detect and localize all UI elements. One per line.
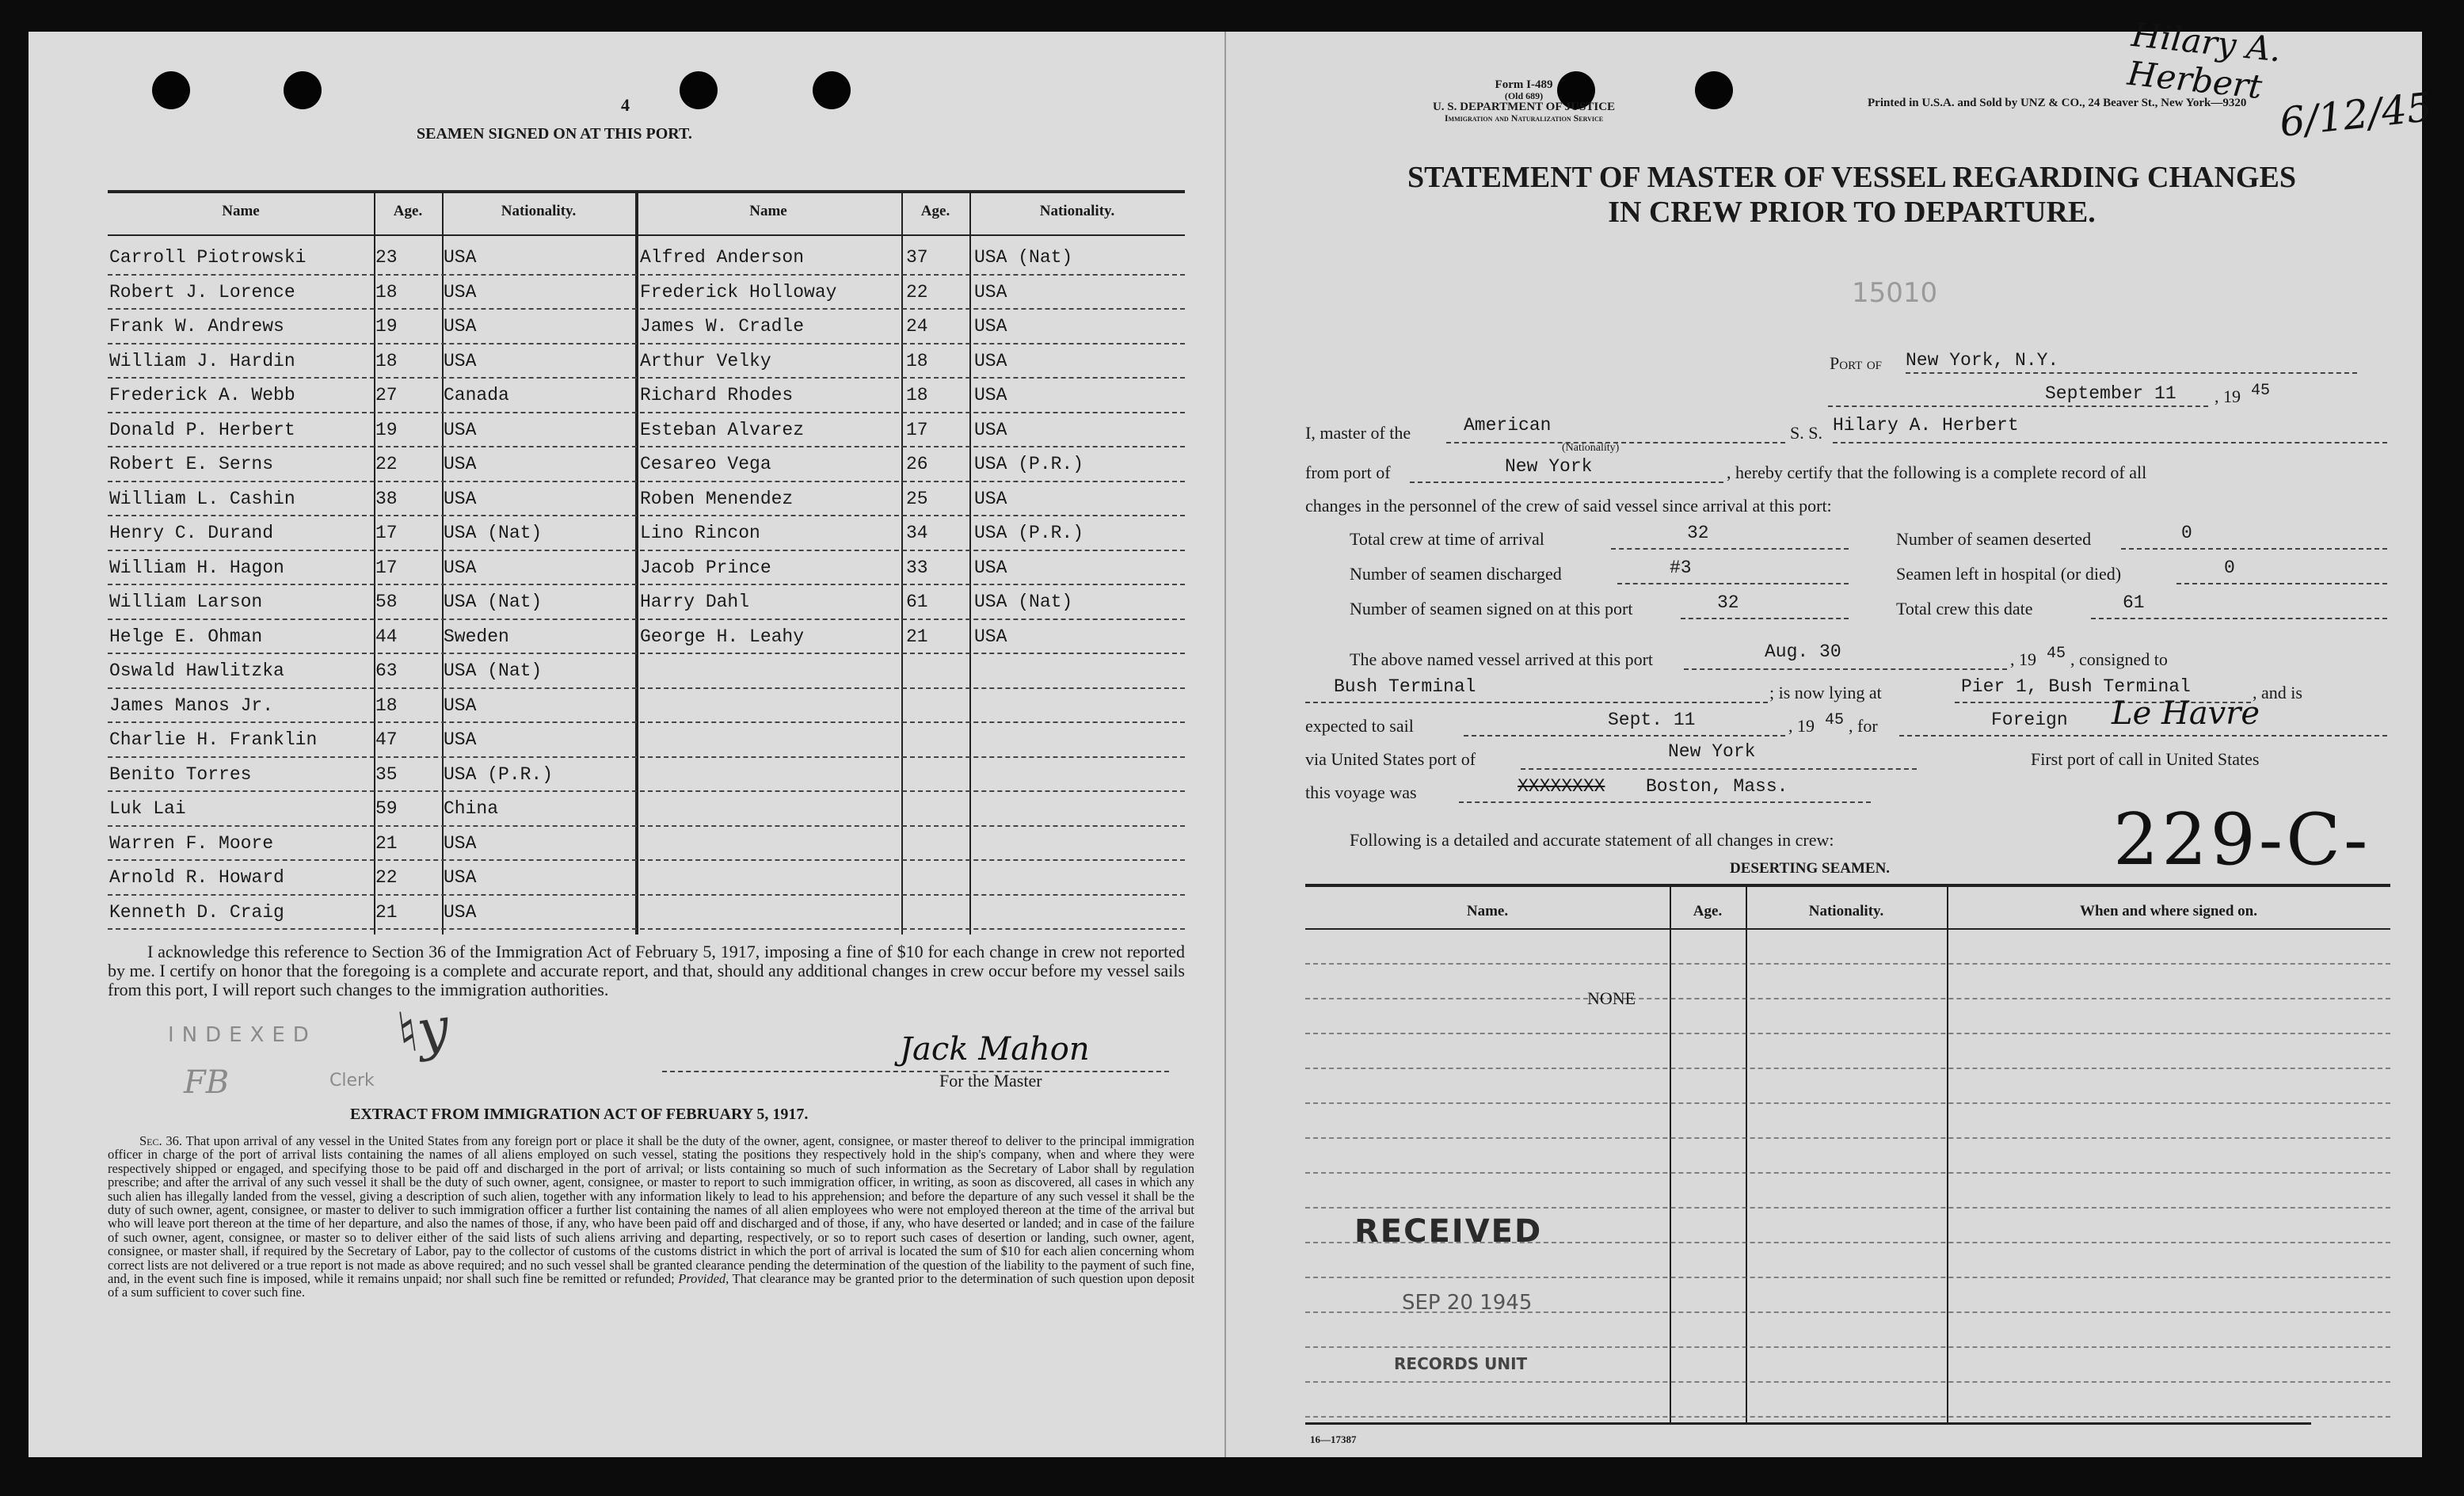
sail-date-value: Sept. 11	[1608, 710, 1696, 730]
crew-name: William L. Cashin	[109, 488, 295, 509]
crew-name: Frank W. Andrews	[109, 316, 284, 337]
footer-code: 16—17387	[1310, 1433, 1357, 1445]
punch-hole	[680, 71, 718, 109]
crew-name: William Larson	[109, 592, 263, 612]
voyage-label: this voyage was	[1305, 782, 1417, 802]
deserting-title: DESERTING SEAMEN.	[1730, 860, 1891, 877]
crew-nationality: USA (P.R.)	[974, 523, 1084, 543]
handwritten-destination: Le Havre	[2112, 695, 2260, 732]
crew-age: 33	[906, 557, 928, 578]
via-port-value: New York	[1668, 741, 1756, 762]
punch-hole	[284, 71, 322, 109]
crew-age: 18	[375, 350, 398, 371]
header-age: Age.	[393, 203, 423, 219]
crew-rows	[108, 242, 1185, 923]
sail-year: 45	[1825, 711, 1845, 729]
crew-nationality: USA	[444, 316, 477, 337]
indexed-stamp: INDEXED	[168, 1023, 317, 1047]
crew-name: Alfred Anderson	[640, 247, 805, 268]
form-header: Form I-489 (Old 689) U. S. DEPARTMENT OF JUSTICE Immigration and Naturalization Service	[1432, 78, 1616, 124]
date-value: September 11	[2045, 383, 2176, 404]
table-row	[108, 622, 1185, 657]
crew-name: James Manos Jr.	[109, 695, 274, 716]
crew-age: 19	[375, 316, 398, 337]
records-unit-stamp: RECORDS UNIT	[1394, 1354, 1528, 1373]
crew-age: 21	[375, 832, 398, 854]
crew-age: 44	[375, 626, 398, 647]
crew-nationality: USA	[444, 247, 477, 268]
total-date-label: Total crew this date	[1896, 599, 2033, 619]
arrived-year: 45	[2047, 645, 2066, 663]
clerk-label: Clerk	[329, 1071, 375, 1091]
from-port-value: New York	[1505, 456, 1593, 477]
crew-name: Esteban Alvarez	[640, 419, 805, 440]
arrived-label: The above named vessel arrived at this port	[1350, 649, 1654, 669]
following-text: Following is a detailed and accurate statement of all changes in crew:	[1350, 830, 1834, 850]
punch-hole	[1695, 71, 1733, 109]
crew-age: 61	[906, 592, 928, 612]
page-title: SEAMEN SIGNED ON AT THIS PORT.	[417, 125, 692, 143]
crew-age: 18	[375, 695, 398, 716]
crew-age: 22	[906, 281, 928, 303]
crew-name: Harry Dahl	[640, 592, 750, 612]
lying-label: ; is now lying at	[1769, 683, 1882, 702]
crew-nationality: USA (P.R.)	[444, 763, 554, 785]
lying-value: Pier 1, Bush Terminal	[1961, 676, 2191, 697]
consignee-value: Bush Terminal	[1334, 676, 1476, 697]
crew-nationality: USA	[974, 281, 1007, 303]
crew-age: 23	[375, 247, 398, 268]
table-row	[108, 518, 1185, 553]
crew-name: Kenneth D. Craig	[109, 901, 284, 923]
crew-nationality: USA	[974, 557, 1007, 578]
crew-nationality: USA (Nat)	[444, 660, 543, 681]
crew-name: Roben Menendez	[640, 488, 794, 509]
crew-name: Charlie H. Franklin	[109, 729, 318, 750]
from-label: from port of	[1305, 463, 1391, 482]
discharged-label: Number of seamen discharged	[1350, 564, 1562, 584]
received-stamp: RECEIVED	[1354, 1213, 1543, 1250]
crew-name: Frederick Holloway	[640, 281, 837, 303]
header-when-where: When and where signed on.	[2079, 903, 2257, 919]
received-date-stamp: SEP 20 1945	[1402, 1291, 1533, 1315]
table-row	[108, 587, 1185, 622]
discharged-value: #3	[1670, 558, 1692, 578]
header-name: Name.	[1466, 903, 1509, 919]
crew-nationality: USA	[444, 695, 477, 716]
crew-nationality: China	[444, 798, 499, 819]
handwritten-date: 6/12/45	[2277, 84, 2435, 146]
file-number: 15010	[1852, 277, 1938, 309]
crew-nationality: USA	[444, 901, 477, 923]
crew-nationality: USA	[444, 350, 477, 371]
crew-age: 27	[375, 385, 398, 405]
crew-age: 63	[375, 660, 398, 681]
expected-label: expected to sail	[1305, 716, 1414, 736]
crew-nationality: USA	[974, 488, 1007, 509]
table-row	[108, 553, 1185, 588]
crew-name: Arnold R. Howard	[109, 867, 284, 888]
table-row	[108, 449, 1185, 484]
deserting-table	[1305, 884, 2390, 1426]
crew-age: 22	[375, 454, 398, 474]
voyage-value: Boston, Mass.	[1646, 776, 1788, 797]
certify-text: , hereby certify that the following is a complete record of all	[1727, 463, 2147, 482]
table-row	[108, 415, 1185, 450]
for-the-master-label: For the Master	[939, 1071, 1042, 1091]
header-name: Name	[749, 203, 787, 219]
table-row	[108, 242, 1185, 277]
crew-name: Donald P. Herbert	[109, 419, 295, 440]
crew-age: 38	[375, 488, 398, 509]
total-arrival-label: Total crew at time of arrival	[1350, 529, 1544, 549]
table-row	[108, 691, 1185, 725]
master-label: I, master of the	[1305, 423, 1411, 443]
header-nationality: Nationality.	[1808, 903, 1884, 919]
via-label: via United States port of	[1305, 749, 1476, 769]
crew-name: William J. Hardin	[109, 350, 295, 371]
table-row	[108, 484, 1185, 519]
master-signature: Jack Mahon	[900, 1031, 1090, 1068]
table-row	[108, 346, 1185, 381]
crew-nationality: USA	[974, 350, 1007, 371]
table-row	[108, 794, 1185, 828]
crew-name: Benito Torres	[109, 763, 252, 785]
crew-name: James W. Cradle	[640, 316, 805, 337]
crew-nationality: USA	[444, 729, 477, 750]
section-36-text: Sec. 36. That upon arrival of any vessel in the United States from any foreign port or place it shall be the duty of the owner, agent, consignee, or master thereof to deliver to the principal immigration officer in charge of the port of arrival lists containing the names of all aliens employed on such vessel, stating the positions they respectively hold in the ship's company, when and where they were respectively shipped or engaged, and specifying those to be paid off and discharged in the port of arrival; or lists containing so much of such information as the Secretary of Labor shall by regulation prescribe; and after the arrival of any such vessel it shall be the duty of such owner, agent, consignee, or master to report to such immigration officer, in writing, as soon as discovered, all cases in which any such alien has illegally landed from the vessel, giving a description of such alien, together with any information likely to lead to his apprehension; and before the departure of any such vessel it shall be the duty of such owner, agent, consignee, or master to deliver to such immigration officer a further list containing the names of all alien employees who were not employed thereon at the time of the arrival but who will leave port thereon at the time of her departure, and also the names of those, if any, who have been paid off and discharged and of those, if any, who have deserted or landed; and in case of the failure of such owner, agent, consignee, or master so to deliver either of the said lists of such aliens arriving and departing, respectively, or so to report such cases of desertion or landing, such owner, agent, consignee, or master shall, if required by the Secretary of Labor, pay to the collector of customs of the customs district in which the port of arrival is located the sum of $10 for each alien concerning whom correct lists are not delivered or a true report is not made as above required; and no such vessel shall be granted clearance pending the determination of the question of the liability to the payment of such fine, and, in the event such fine is imposed, while it remains unpaid; nor shall such fine be remitted or refunded; Provided, That clearance may be granted prior to the determination of such question upon deposit of a sum sufficient to cover such fine.	[108, 1133, 1195, 1300]
crew-nationality: USA	[444, 867, 477, 888]
crew-age: 58	[375, 592, 398, 612]
header-name: Name	[222, 203, 260, 219]
hospital-label: Seamen left in hospital (or died)	[1896, 564, 2122, 584]
crew-name: Carroll Piotrowski	[109, 247, 307, 268]
table-row	[108, 862, 1185, 897]
table-row	[108, 759, 1185, 794]
crew-age: 19	[375, 419, 398, 440]
table-row	[108, 725, 1185, 759]
arrived-value: Aug. 30	[1765, 641, 1841, 662]
and-is-label: , and is	[2253, 683, 2302, 702]
crew-nationality: USA	[444, 557, 477, 578]
crew-name: Henry C. Durand	[109, 523, 274, 543]
punch-hole	[152, 71, 190, 109]
crew-name: George H. Leahy	[640, 626, 805, 647]
crew-age: 25	[906, 488, 928, 509]
port-value: New York, N.Y.	[1906, 350, 2059, 371]
header-age: Age.	[920, 203, 950, 219]
nationality-label: (Nationality)	[1562, 442, 1620, 454]
crew-age: 18	[375, 281, 398, 303]
table-row	[108, 380, 1185, 415]
header-age: Age.	[1693, 903, 1723, 919]
crew-name: Oswald Hawlitzka	[109, 660, 284, 681]
crew-nationality: USA (Nat)	[444, 523, 543, 543]
crew-age: 35	[375, 763, 398, 785]
crew-age: 18	[906, 385, 928, 405]
crew-name: Lino Rincon	[640, 523, 760, 543]
total-arrival-value: 32	[1687, 523, 1709, 543]
table-row	[108, 828, 1185, 863]
ship-name: Hilary A. Herbert	[1833, 415, 2019, 436]
crew-name: Robert J. Lorence	[109, 281, 295, 303]
form-title: STATEMENT OF MASTER OF VESSEL REGARDING CHANGES IN CREW PRIOR TO DEPARTURE.	[1407, 161, 2296, 229]
crew-name: Cesareo Vega	[640, 454, 771, 474]
crew-age: 17	[375, 523, 398, 543]
crew-age: 37	[906, 247, 928, 268]
crew-nationality: USA	[974, 419, 1007, 440]
crew-nationality: USA	[444, 832, 477, 854]
punch-hole	[813, 71, 851, 109]
crew-name: Jacob Prince	[640, 557, 771, 578]
voyage-struck-value: XXXXXXXX	[1518, 776, 1605, 797]
crew-name: Helge E. Ohman	[109, 626, 263, 647]
total-date-value: 61	[2123, 592, 2145, 613]
nationality-value: American	[1464, 415, 1552, 436]
page-number: 4	[621, 95, 630, 115]
ss-label: S. S.	[1790, 423, 1822, 443]
crew-age: 26	[906, 454, 928, 474]
crew-nationality: USA	[444, 488, 477, 509]
table-row	[108, 897, 1185, 932]
crew-name: William H. Hagon	[109, 557, 284, 578]
acknowledgement-text: I acknowledge this reference to Section 36 of the Immigration Act of February 5, 1917, imposing a fine of $10 for each change in crew not reported by me. I certify on honor that the foregoing is a complete and accurate report, and that, should any additional changes in crew occur before my vessel sails from this port, I will report such changes to the immigration authorities.	[108, 942, 1185, 999]
header-nationality: Nationality.	[1039, 203, 1115, 219]
crew-age: 47	[375, 729, 398, 750]
left-page: 4 SEAMEN SIGNED ON AT THIS PORT. Name Age. Nationality. Name Age. Nationality. Carroll Piotrowski 23 USA Robert J. Lorence 18 USA Frank W. Andrews 19 USA William J. Hardin 18 USA Frederick A. Webb 27 Canada Donald P. Herbert 19 USA Robert E. Serns 22 USA William L. Cashin 38 USA Henry C. Durand 17 USA (Nat) William H. Hagon 17 USA William Larson 58 USA (Nat) Helge E. Ohman 44 Sweden Oswald Hawlitzka 63 USA (Nat) James Manos Jr. 18 USA Charlie H. Franklin 47 USA Benito Torres 35 USA (P.R.) Luk Lai 59 China Warren F. Moore 21 USA Arnold R. Howard 22 USA Kenneth D. Craig 21 USA Alfred Anderson 37 USA (Nat) Frederick Holloway 22 USA James W. Cradle 24 USA Arthur Velky 18 USA Richard Rhodes 18 USA Esteban Alvarez 17 USA Cesareo Vega 26 USA (P.R.) Roben Menendez 25 USA Lino Rincon 34 USA (P.R.) Jacob Prince 33 USA Harry Dahl 61 USA (Nat) George H. Leahy 21 USA I acknowledge this reference to Section 36 of the Immigration Act of February 5, 1917, imposing a fine of $10 for each change in crew not reported by me. I certify on honor that the foregoing is a complete and accurate report, and that, should any additional changes in crew occur before my vessel sails from this port, I will report such changes to the immigration authorities. INDEXED FB Clerk ♮y Jack Mahon For the Master EXTRACT FROM IMMIGRATION ACT OF FEBRUARY 5, 1917. Sec. 36. That upon arrival of any vessel in the United States from any foreign port or place it shall be the duty of the owner, agent, consignee, or master thereof to deliver to the principal immigration officer in charge of the port of arrival lists containing the names of all aliens employed on such vessel, stating the positions they respectively hold in the ship's company, when and where they were respectively shipped or engaged, and specifying those to be paid off and discharged in the port of arrival; or lists containing so much of such information as the Secretary of Labor shall by regulation prescribe; and after the arrival of any such vessel it shall be the duty of such owner, agent, consignee, or master to report to such immigration officer, in writing, as soon as discovered, all cases in which any such alien has illegally landed from the vessel, giving a description of such alien, together with any information likely to lead to his apprehension; and before the departure of any such vessel it shall be the duty of such owner, agent, consignee, or master to deliver to such immigration officer a further list containing the names of all alien employees who were not employed thereon at the time of the arrival but who will leave port thereon at the time of her departure, and also the names of those, if any, who have been paid off and discharged and of those, if any, who have deserted or landed; and in case of the failure of such owner, agent, consignee, or master so to deliver either of the said lists of such aliens arriving and departing, respectively, or so to report such cases of desertion or landing, such owner, agent, consignee, or master shall, if required by the Secretary of Labor, pay to the collector of customs of the customs district in which the port of arrival is located the sum of $10 for each alien concerning whom correct lists are not delivered or a true report is not made as above required; and no such vessel shall be granted clearance pending the determination of the question of the liability to the payment of such fine, and, in the event such fine is imposed, while it remains unpaid; nor shall such fine be remitted or refunded; Provided, That clearance may be granted prior to the determination of such question upon deposit of a sum sufficient to cover such fine.	[29, 32, 1224, 1457]
crew-nationality: USA	[444, 419, 477, 440]
crew-nationality: USA (Nat)	[974, 592, 1073, 612]
signed-label: Number of seamen signed on at this port	[1350, 599, 1633, 619]
table-row	[108, 656, 1185, 691]
crew-name: Arthur Velky	[640, 350, 771, 371]
crew-nationality: USA	[974, 316, 1007, 337]
year-value: 45	[2251, 382, 2271, 400]
header-nationality: Nationality.	[501, 203, 577, 219]
crew-age: 59	[375, 798, 398, 819]
deserted-label: Number of seamen deserted	[1896, 529, 2092, 549]
port-label: Port of	[1830, 353, 1883, 373]
crew-nationality: USA (Nat)	[974, 247, 1073, 268]
crew-nationality: USA	[974, 626, 1007, 647]
deserted-value: 0	[2181, 523, 2192, 543]
crew-age: 18	[906, 350, 928, 371]
crew-name: Robert E. Serns	[109, 454, 274, 474]
crew-nationality: USA	[444, 454, 477, 474]
crew-name: Warren F. Moore	[109, 832, 274, 854]
crew-age: 21	[375, 901, 398, 923]
crew-nationality: USA	[444, 281, 477, 303]
crew-nationality: USA	[974, 385, 1007, 405]
crew-nationality: Sweden	[444, 626, 509, 647]
first-port-label: First port of call in United States	[2031, 749, 2260, 769]
extract-title: EXTRACT FROM IMMIGRATION ACT OF FEBRUARY 5, 1917.	[350, 1106, 809, 1123]
crew-age: 17	[906, 419, 928, 440]
printed-note: Printed in U.S.A. and Sold by UNZ & CO., 24 Beaver St., New York—9320	[1868, 97, 2247, 109]
right-page: Form I-489 (Old 689) U. S. DEPARTMENT OF JUSTICE Immigration and Naturalization Service Printed in U.S.A. and Sold by UNZ & CO., 24 Beaver St., New York—9320 Hilary A. Herbert 6/12/45 STATEMENT OF MASTER OF VESSEL REGARDING CHANGES IN CREW PRIOR TO DEPARTURE. 15010 Port of New York, N.Y. September 11 , 19 45 I, master of the American (Nationality) S. S. Hilary A. Herbert from port of New York , hereby certify that the following is a complete record of all changes in the personnel of the crew of said vessel since arrival at this port: Total crew at time of arrival 32 Number of seamen deserted 0 Number of seamen discharged #3 Seamen left in hospital (or died) 0 Number of seamen signed on at this port 32 Total crew this date 61 The above named vessel arrived at this port Aug. 30 , 19 45 , consigned to Bush Terminal ; is now lying at Pier 1, Bush Terminal , and is expected to sail Sept. 11 , 19 45 , for Foreign Le Havre via United States port of New York First port of call in United States this voyage was XXXXXXXX Boston, Mass. Following is a detailed and accurate statement of all changes in crew: 229-C- DESERTING SEAMEN. Name. Age. Nationality. When and where signed on. NONE RECEIVED SEP 20 1945 RECORDS UNIT 16—17387	[1224, 32, 2422, 1457]
table-row	[108, 311, 1185, 346]
crew-nationality: Canada	[444, 385, 509, 405]
crew-age: 21	[906, 626, 928, 647]
for-label: , for	[1849, 716, 1878, 736]
hospital-value: 0	[2224, 558, 2235, 578]
crew-nationality: USA (P.R.)	[974, 454, 1084, 474]
crew-name: Luk Lai	[109, 798, 186, 819]
destination-value: Foreign	[1991, 710, 2068, 730]
year-prefix: , 19	[2215, 386, 2241, 406]
crew-name: Frederick A. Webb	[109, 385, 295, 405]
crew-name: Richard Rhodes	[640, 385, 794, 405]
crew-age: 24	[906, 316, 928, 337]
handwritten-ship-name: Hilary A. Herbert	[2125, 14, 2283, 107]
crew-age: 17	[375, 557, 398, 578]
changes-text: changes in the personnel of the crew of said vessel since arrival at this port:	[1305, 496, 1832, 516]
table-row	[108, 277, 1185, 312]
crew-age: 34	[906, 523, 928, 543]
crew-table	[108, 158, 1185, 950]
handwritten-file-code: 229-C-	[2113, 798, 2371, 881]
consigned-label: , consigned to	[2070, 649, 2168, 669]
crew-age: 22	[375, 867, 398, 888]
initials-scribble: ♮y	[393, 994, 453, 1067]
none-entry: NONE	[1587, 988, 1636, 1008]
signed-value: 32	[1717, 592, 1739, 613]
crew-nationality: USA (Nat)	[444, 592, 543, 612]
